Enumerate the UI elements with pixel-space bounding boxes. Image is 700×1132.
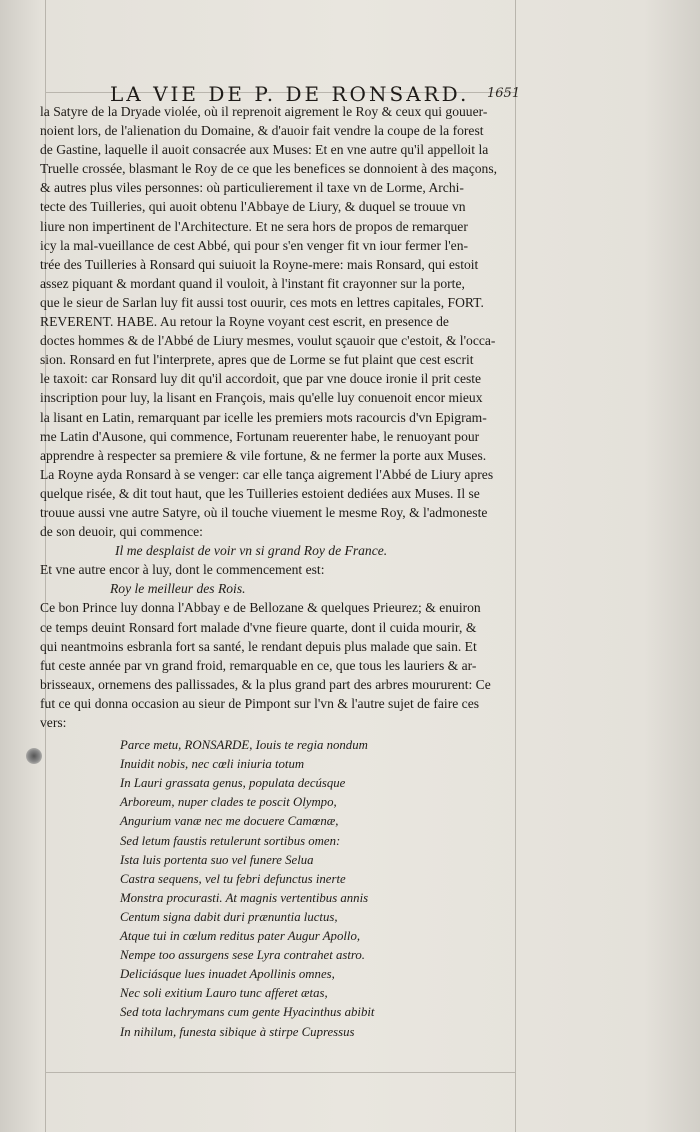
text-line: fut ce qui donna occasion au sieur de Pimpont sur l'vn & l'autre sujet de faire ces [40,695,480,711]
text-line: ce temps deuint Ronsard fort malade d'vne fieure quarte, dont il cuida mourir, & [40,619,477,635]
text-line: quelque risée, & dit tout haut, que les Tuilleries estoient dediées aux Muses. Il se [40,485,480,501]
text-line: que le sieur de Sarlan luy fit aussi tost ouurir, ces mots en lettres capitales, FORT. [40,294,484,310]
prose-block-1 [40,102,520,541]
poem-line: In Lauri grassata genus, populata decúsque [120,776,346,791]
latin-poem [40,736,520,1042]
text-line: fut ceste année par vn grand froid, remarquable en ce, que tous les lauriers & ar- [40,657,477,673]
text-line: tecte des Tuilleries, qui auoit obtenu l'Abbaye de Liury, & duquel se trouue vn [40,199,466,215]
text-line: le taxoit: car Ronsard luy dit qu'il accordoit, que par vne douce ironie il prit ceste [40,371,482,387]
poem-line: Sed tota lachrymans cum gente Hyacinthus abibit [120,1005,375,1020]
text-line: icy la mal-vueillance de cest Abbé, qui pour s'en venger fit vn iour fermer l'en- [40,237,469,253]
text-line: La Royne ayda Ronsard à se venger: car elle tança aigrement l'Abbé de Liury apres [40,466,494,482]
text-line: de son deuoir, qui commence: [40,524,203,540]
text-line: liure non impertinent de l'Architecture. Et ne sera hors de propos de remarquer [40,218,468,234]
text-line: vers: [40,715,67,730]
page-number: 1651 [487,86,521,101]
poem-line: Nec soli exitium Lauro tunc afferet ætas, [120,986,328,1001]
prose-block-2 [40,598,520,732]
text-line: brisseaux, ornemens des pallissades, & la plus grand part des arbres moururent: Ce [40,676,491,692]
text-line: noient lors, de l'alienation du Domaine, & d'auoir fait vendre la coupe de la forest [40,123,484,139]
text-line: apprendre à respecter sa premiere & vile fortune, & ne fermer la porte aux Muses. [40,447,487,463]
text-line: Et vne autre encor à luy, dont le commencement est: [40,562,325,578]
text-line: inscription pour luy, la lisant en François, mais qu'elle luy conuenoit encor mieux [40,390,483,406]
quoted-verse-2: Roy le meilleur des Rois. [110,581,246,597]
text-line: trouue aussi vne autre Satyre, où il touche viuement le mesme Roy, & l'admoneste [40,504,488,520]
footer-rule [45,1072,515,1073]
poem-line: Arboreum, nuper clades te poscit Olympo, [120,795,337,810]
text-line: Ce bon Prince luy donna l'Abbay e de Bellozane & quelques Prieurez; & enuiron [40,600,481,616]
poem-line: Angurium vanæ nec me docuere Camœnæ, [120,814,339,829]
main-text [40,102,520,1042]
poem-line: Inuidit nobis, nec cœli iniuria totum [120,757,305,772]
poem-line: Centum signa dabit duri prænuntia luctus, [120,909,338,924]
text-line: qui neantmoins esbranla fort sa santé, le rendant depuis plus malade que sain. Et [40,638,477,654]
poem-line: Atque tui in cœlum reditus pater Augur Apollo, [120,929,361,944]
text-line: doctes hommes & de l'Abbé de Liury mesmes, voulut sçauoir que c'estoit, & l'occa- [40,333,496,349]
text-line: assez piquant & mordant quand il vouloit, à l'instant fit crayonner sur la porte, [40,275,465,291]
text-line: la Satyre de la Dryade violée, où il reprenoit aigrement le Roy & ceux qui gouuer- [40,104,488,119]
poem-line: Parce metu, RONSARDE, Iouis te regia nondum [120,738,368,753]
poem-line: In nihilum, funesta sibique à stirpe Cupressus [120,1024,355,1039]
text-line: me Latin d'Ausone, qui commence, Fortunam reuerenter habe, le renuoyant pour [40,428,480,444]
quoted-verse-1: Il me desplaist de voir vn si grand Roy de France. [115,543,388,559]
poem-line: Deliciásque lues inuadet Apollinis omnes, [120,967,335,982]
text-line: de Gastine, laquelle il auoit consacrée aux Muses: Et en vne autre qu'il appelloit la [40,142,489,158]
poem-line: Monstra procurasti. At magnis vertentibus annis [120,890,369,905]
text-line: sion. Ronsard en fut l'interprete, apres que de Lorme se fut plaint que cest escrit [40,352,474,368]
text-line: la lisant en Latin, remarquant par icelle les premiers mots racourcis d'vn Epigram- [40,409,487,425]
running-title: LA VIE DE P. DE RONSARD. [110,82,470,106]
text-line: REVERENT. HABE. Au retour la Royne voyant cest escrit, en presence de [40,314,449,330]
poem-line: Sed letum faustis retulerunt sortibus omen: [120,833,341,848]
text-line: trée des Tuilleries à Ronsard qui suiuoit la Royne-mere: mais Ronsard, qui estoit [40,256,479,272]
text-line: & autres plus viles personnes: où particulierement il taxe vn de Lorme, Archi- [40,180,464,196]
text-line: Truelle crossée, blasmant le Roy de ce que les benefices se donnoient à des maçons, [40,161,498,177]
poem-line: Castra sequens, vel tu febri defunctus inerte [120,871,346,886]
poem-line: Ista luis portenta suo vel funere Selua [120,852,314,867]
poem-line: Nempe too assurgens sese Lyra contrahet astro. [120,948,365,963]
